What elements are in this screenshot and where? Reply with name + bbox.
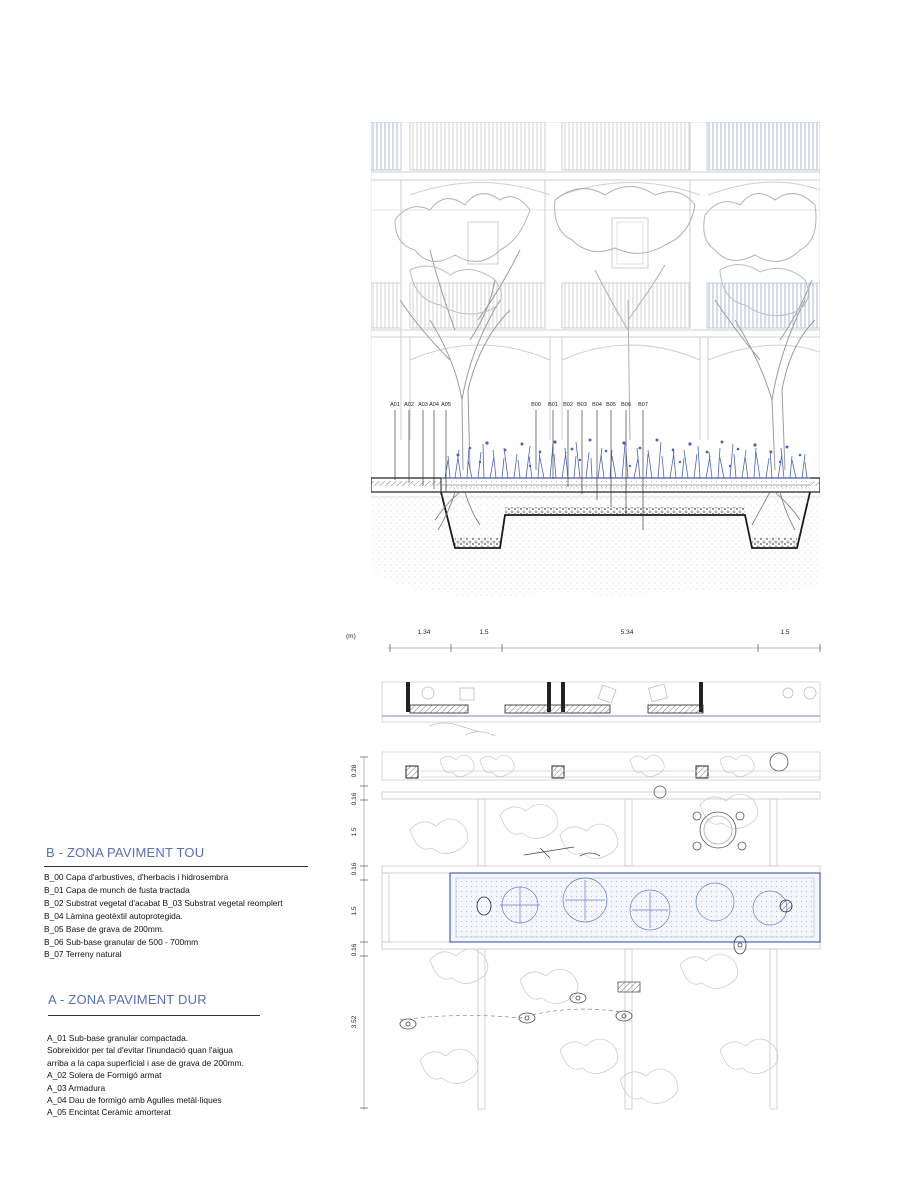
label-b00: B00 — [531, 402, 541, 408]
legend-b-item: B_04 Làmina geotèxtil autoprotegida. — [44, 910, 183, 921]
dim-v-7: 3.52 — [351, 1015, 358, 1029]
legend-a-divider — [48, 1015, 260, 1016]
legend-a-item: A_04 Dau de formigó amb Agulles metàl·liques — [47, 1095, 222, 1106]
legend-a-title: A - ZONA PAVIMENT DUR — [48, 992, 207, 1007]
label-b05: B05 — [606, 402, 616, 408]
dim-v-5: 1.5 — [351, 906, 358, 916]
legend-b-item: B_02 Substrat vegetal d'acabat B_03 Substrat vegetal reomplert — [44, 897, 283, 908]
label-b07: B07 — [638, 402, 648, 408]
label-b06: B06 — [621, 402, 631, 408]
dim-v-4: 0.16 — [351, 862, 358, 876]
legend-a-list — [47, 1032, 244, 1119]
legend-b-item: B_06 Sub-base granular de 500 - 700mm — [44, 936, 199, 947]
central-planter — [450, 873, 820, 942]
paving-joints — [382, 792, 820, 1109]
legend-a-item: A_03 Armadura — [47, 1082, 106, 1093]
plan-main — [360, 752, 820, 1110]
section-elevation — [371, 122, 820, 597]
label-a04: A04 — [429, 402, 439, 408]
vegetation-dots — [457, 439, 802, 468]
label-a02: A02 — [404, 402, 414, 408]
legend-a-item: A_01 Sub-base granular compactada. — [47, 1033, 189, 1043]
legend-a-item: arriba a la capa superficial i ase de grava de 200mm. — [47, 1057, 244, 1068]
label-a03: A03 — [418, 402, 428, 408]
label-b04: B04 — [592, 402, 602, 408]
dim-v-3: 1.5 — [351, 827, 358, 837]
legend-b-item: B_05 Base de grava de 200mm. — [44, 923, 165, 934]
dim-h-2: 1.5 — [479, 629, 489, 636]
legend-b-item: B_07 Terreny natural — [44, 949, 122, 960]
tree-left — [395, 194, 530, 470]
section-labels-a — [390, 402, 451, 408]
dim-v-6: 0.16 — [351, 943, 358, 957]
horizontal-dimensions — [346, 629, 822, 652]
section-labels-b — [531, 402, 648, 408]
vertical-dimensions — [360, 757, 368, 1110]
tree-right — [704, 194, 816, 470]
vertical-dimension-labels — [351, 764, 358, 1028]
cafe-table — [654, 753, 788, 850]
label-a01: A01 — [390, 402, 400, 408]
dim-v-2: 0.16 — [351, 792, 358, 806]
dim-h-3: 5.34 — [620, 629, 634, 636]
unit-label: (m) — [346, 633, 356, 640]
label-b02: B02 — [563, 402, 573, 408]
legend-b-item: B_00 Capa d'arbustives, d'herbacis i hidrosembra — [44, 872, 229, 882]
dim-h-4: 1.5 — [780, 629, 790, 636]
legend-a-item: A_02 Solera de Formigó armat — [47, 1070, 162, 1081]
label-b03: B03 — [577, 402, 587, 408]
dim-v-1: 0.28 — [351, 764, 358, 778]
dim-h-1: 1.34 — [417, 629, 431, 636]
legend-a-item: A_05 Encintat Ceràmic amorterat — [47, 1107, 171, 1118]
legend-b-divider — [44, 866, 308, 867]
legend-b-list — [44, 871, 283, 961]
label-b01: B01 — [548, 402, 558, 408]
legend-b-title: B - ZONA PAVIMENT TOU — [46, 845, 205, 860]
label-a05: A05 — [441, 402, 451, 408]
bike-path — [400, 1009, 620, 1020]
plan-building-strip — [382, 682, 820, 736]
legend-a-item: Sobreixidor per tal d'evitar l'inundació quan l'aigua — [47, 1045, 233, 1056]
legend-b-item: B_01 Capa de munch de fusta tractada — [44, 884, 190, 895]
